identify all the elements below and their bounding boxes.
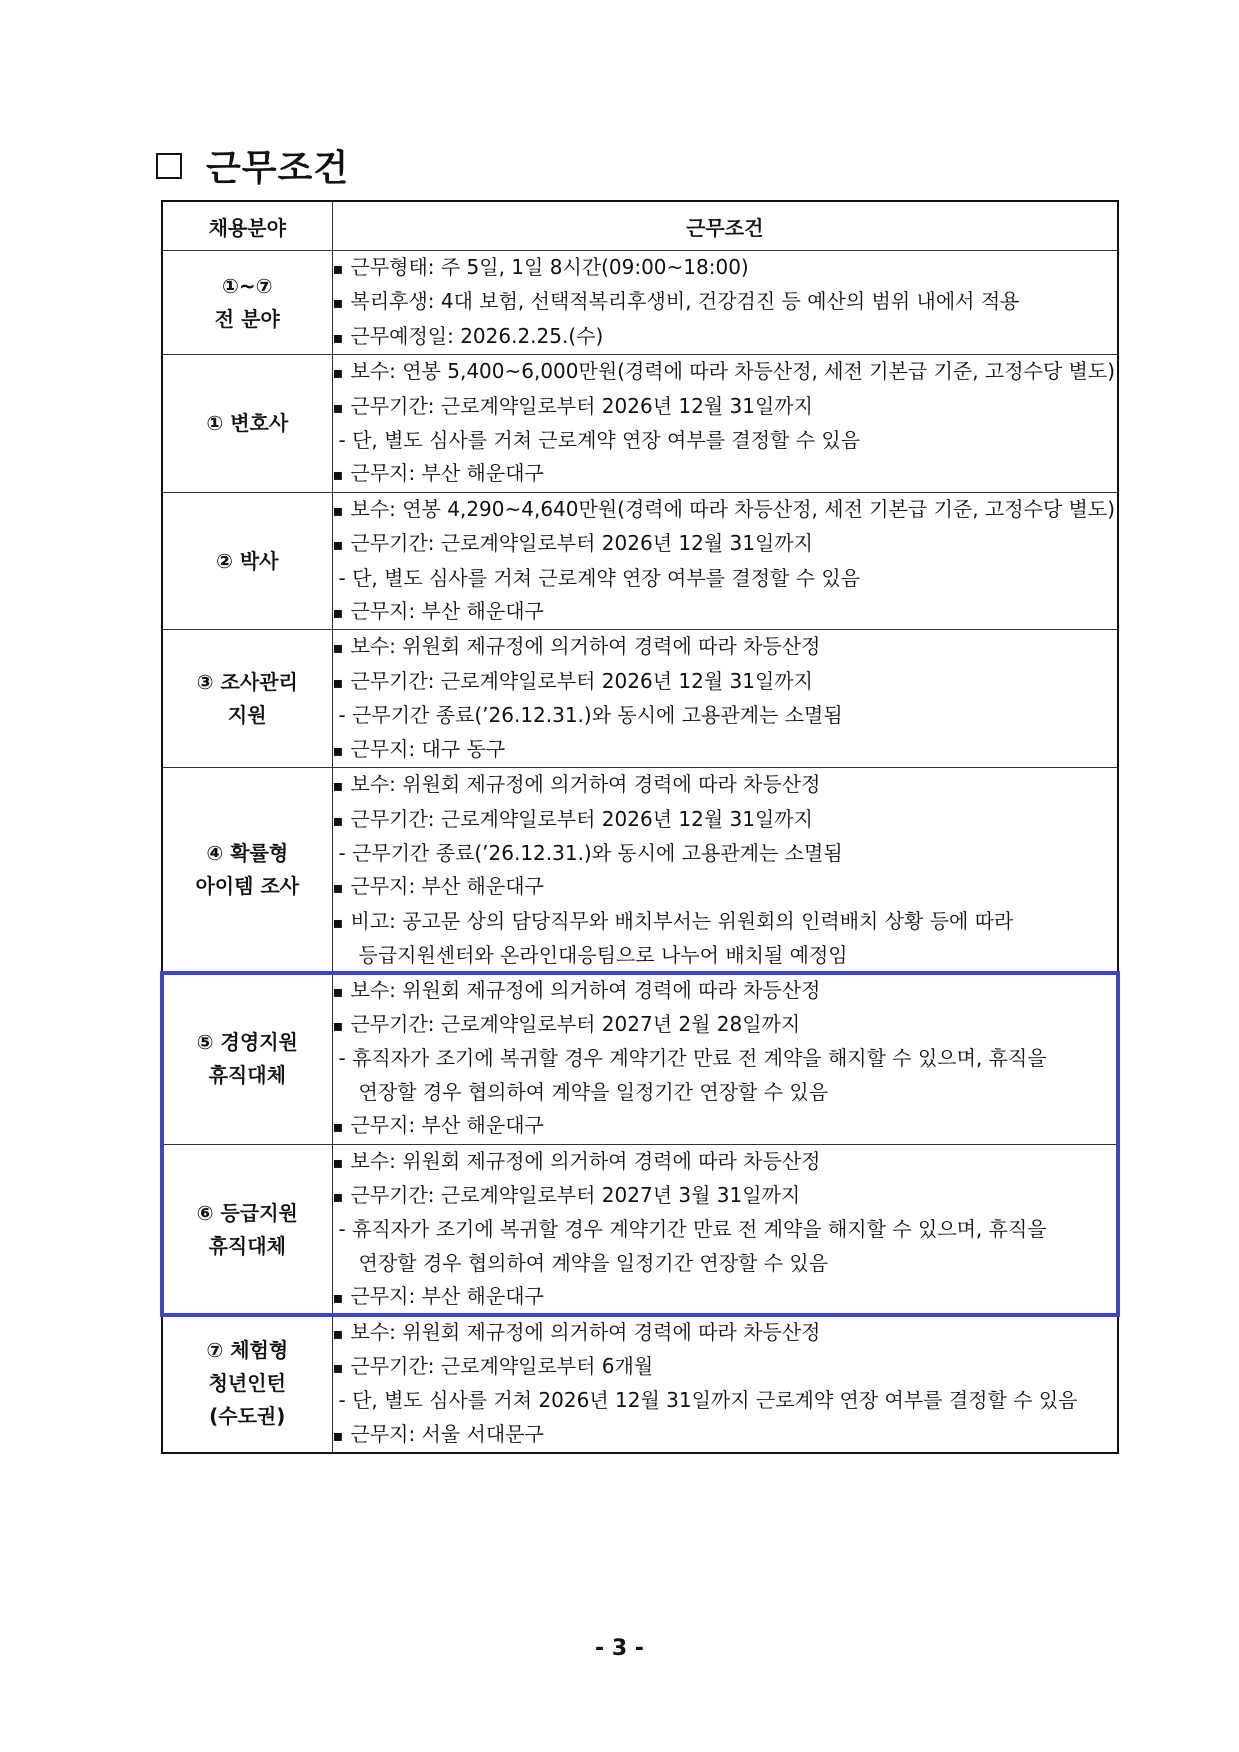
table-row — [162, 1144, 1118, 1315]
row-conditions — [332, 973, 1118, 1144]
condition-bullet: ▪ 근무지: 부산 해운대구 — [333, 1280, 1118, 1314]
row-conditions — [332, 1144, 1118, 1315]
condition-note: - 휴직자가 조기에 복귀할 경우 계약기간 만료 전 계약을 해지할 수 있으며, 휴직을 — [333, 1042, 1118, 1075]
condition-bullet: ▪ 근무예정일: 2026.2.25.(수) — [333, 320, 1118, 354]
field-label: 전 분야 — [214, 306, 280, 331]
work-conditions-table — [161, 200, 1119, 1454]
condition-continuation: 등급지원센터와 온라인대응팀으로 나누어 배치될 예정임 — [358, 943, 848, 968]
section-heading — [156, 140, 349, 191]
table-row — [162, 1315, 1118, 1453]
row-field — [162, 973, 332, 1144]
field-label: 휴직대체 — [208, 1062, 286, 1087]
condition-bullet: ▪ 보수: 위원회 제규정에 의거하여 경력에 따라 차등산정 — [333, 1145, 1118, 1179]
condition-bullet: ▪ 보수: 연봉 4,290~4,640만원(경력에 따라 차등산정, 세전 기본급 기준, 고정수당 별도) — [333, 493, 1118, 527]
checkbox-square-icon — [156, 153, 182, 179]
condition-bullet: ▪ 근무지: 부산 해운대구 — [333, 457, 1118, 491]
condition-bullet: ▪ 근무기간: 근로계약일로부터 2026년 12월 31일까지 — [333, 527, 1118, 561]
table-row — [162, 973, 1118, 1144]
row-field — [162, 768, 332, 973]
field-label: (수도권) — [209, 1404, 286, 1429]
condition-bullet: ▪ 보수: 연봉 5,400~6,000만원(경력에 따라 차등산정, 세전 기본급 기준, 고정수당 별도) — [333, 355, 1118, 389]
section-title: 근무조건 — [206, 148, 350, 189]
field-label: 휴직대체 — [208, 1233, 286, 1258]
page-number: - 3 - — [595, 1636, 644, 1661]
condition-bullet: ▪ 근무지: 부산 해운대구 — [333, 1109, 1118, 1143]
table-row — [162, 768, 1118, 973]
row-conditions — [332, 768, 1118, 973]
row-conditions — [332, 251, 1118, 355]
field-label: ② 박사 — [215, 548, 279, 573]
row-conditions — [332, 492, 1118, 630]
condition-continuation: 연장할 경우 협의하여 계약을 일정기간 연장할 수 있음 — [358, 1079, 829, 1104]
condition-bullet: ▪ 근무지: 부산 해운대구 — [333, 595, 1118, 629]
condition-note: - 단, 별도 심사를 거쳐 근로계약 연장 여부를 결정할 수 있음 — [333, 424, 1118, 457]
row-field — [162, 355, 332, 493]
row-field — [162, 251, 332, 355]
table-row — [162, 251, 1118, 355]
header-conditions: 근무조건 — [332, 201, 1118, 251]
row-field — [162, 630, 332, 768]
field-label: 아이템 조사 — [195, 874, 300, 899]
table-header-row — [162, 201, 1118, 251]
row-field — [162, 492, 332, 630]
condition-bullet: ▪ 근무지: 대구 동구 — [333, 733, 1118, 767]
field-label: ④ 확률형 — [206, 841, 289, 866]
condition-bullet: ▪ 근무기간: 근로계약일로부터 2026년 12월 31일까지 — [333, 390, 1118, 424]
row-conditions — [332, 630, 1118, 768]
field-label: ①~⑦ — [221, 273, 273, 298]
row-conditions — [332, 355, 1118, 493]
condition-bullet: ▪ 비고: 공고문 상의 담당직무와 배치부서는 위원회의 인력배치 상황 등에 따라 — [333, 905, 1118, 939]
condition-bullet: ▪ 근무지: 부산 해운대구 — [333, 870, 1118, 904]
field-label: ① 변호사 — [206, 411, 289, 436]
condition-continuation: 연장할 경우 협의하여 계약을 일정기간 연장할 수 있음 — [358, 1250, 829, 1275]
condition-bullet: ▪ 근무기간: 근로계약일로부터 6개월 — [333, 1350, 1118, 1384]
condition-note: - 단, 별도 심사를 거쳐 2026년 12월 31일까지 근로계약 연장 여부를 결정할 수 있음 — [333, 1384, 1118, 1417]
row-field — [162, 1144, 332, 1315]
row-conditions — [332, 1315, 1118, 1453]
condition-bullet: ▪ 근무기간: 근로계약일로부터 2027년 2월 28일까지 — [333, 1008, 1118, 1042]
condition-bullet: ▪ 보수: 위원회 제규정에 의거하여 경력에 따라 차등산정 — [333, 1316, 1118, 1350]
condition-bullet: ▪ 보수: 위원회 제규정에 의거하여 경력에 따라 차등산정 — [333, 630, 1118, 664]
condition-bullet: ▪ 근무지: 서울 서대문구 — [333, 1418, 1118, 1452]
condition-bullet: ▪ 보수: 위원회 제규정에 의거하여 경력에 따라 차등산정 — [333, 768, 1118, 802]
condition-note: - 단, 별도 심사를 거쳐 근로계약 연장 여부를 결정할 수 있음 — [333, 562, 1118, 595]
condition-bullet: ▪ 근무기간: 근로계약일로부터 2026년 12월 31일까지 — [333, 665, 1118, 699]
condition-bullet: ▪ 근무기간: 근로계약일로부터 2027년 3월 31일까지 — [333, 1179, 1118, 1213]
condition-bullet: ▪ 근무형태: 주 5일, 1일 8시간(09:00~18:00) — [333, 251, 1118, 285]
field-label: ⑥ 등급지원 — [196, 1200, 298, 1225]
condition-note: - 근무기간 종료(’26.12.31.)와 동시에 고용관계는 소멸됨 — [333, 837, 1118, 870]
field-label: ③ 조사관리 — [196, 669, 298, 694]
table-row — [162, 630, 1118, 768]
condition-note: - 휴직자가 조기에 복귀할 경우 계약기간 만료 전 계약을 해지할 수 있으며, 휴직을 — [333, 1213, 1118, 1246]
condition-bullet: ▪ 근무기간: 근로계약일로부터 2026년 12월 31일까지 — [333, 803, 1118, 837]
condition-bullet: ▪ 복리후생: 4대 보험, 선택적복리후생비, 건강검진 등 예산의 범위 내에서 적용 — [333, 285, 1118, 319]
condition-note: - 근무기간 종료(’26.12.31.)와 동시에 고용관계는 소멸됨 — [333, 699, 1118, 732]
field-label: 지원 — [227, 702, 267, 727]
field-label: ⑤ 경영지원 — [196, 1029, 298, 1054]
field-label: 청년인턴 — [208, 1371, 286, 1396]
field-label: ⑦ 체험형 — [206, 1338, 289, 1363]
row-field — [162, 1315, 332, 1453]
table-row — [162, 492, 1118, 630]
condition-bullet: ▪ 보수: 위원회 제규정에 의거하여 경력에 따라 차등산정 — [333, 974, 1118, 1008]
header-field: 채용분야 — [162, 201, 332, 251]
table-row — [162, 355, 1118, 493]
